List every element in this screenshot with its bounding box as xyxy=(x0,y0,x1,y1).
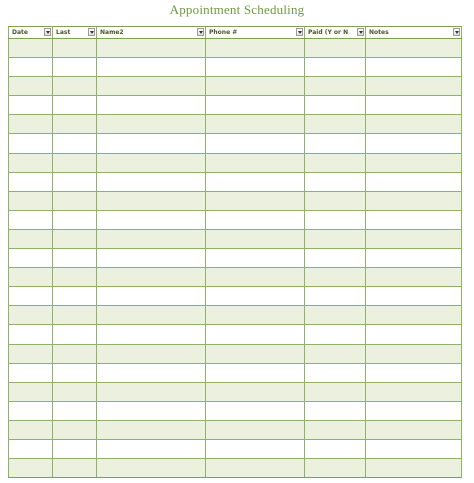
filter-dropdown-icon[interactable] xyxy=(357,28,364,36)
table-row xyxy=(9,420,462,439)
column-header-label: Last xyxy=(56,29,71,36)
table-row xyxy=(9,325,462,344)
table-row xyxy=(9,401,462,420)
table-cell[interactable] xyxy=(206,420,305,439)
table-row xyxy=(9,153,462,172)
table-cell[interactable] xyxy=(9,344,53,363)
table-cell[interactable] xyxy=(9,459,53,478)
column-header-label: Name2 xyxy=(100,29,124,36)
table-row xyxy=(9,459,462,478)
table-cell[interactable] xyxy=(305,96,366,115)
table-cell[interactable] xyxy=(9,268,53,287)
table-cell[interactable] xyxy=(9,191,53,210)
table-row xyxy=(9,287,462,306)
column-header-last xyxy=(53,27,97,39)
appointment-table xyxy=(8,26,462,478)
table-cell[interactable] xyxy=(305,210,366,229)
table-cell[interactable] xyxy=(366,344,462,363)
table-cell[interactable] xyxy=(9,229,53,248)
table-row xyxy=(9,382,462,401)
table-cell[interactable] xyxy=(9,96,53,115)
table-cell[interactable] xyxy=(206,401,305,420)
table-cell[interactable] xyxy=(9,39,53,58)
table-cell[interactable] xyxy=(97,153,206,172)
table-cell[interactable] xyxy=(9,134,53,153)
table-cell[interactable] xyxy=(206,58,305,77)
table-cell[interactable] xyxy=(9,439,53,458)
table-cell[interactable] xyxy=(366,172,462,191)
table-cell[interactable] xyxy=(206,344,305,363)
table-cell[interactable] xyxy=(97,382,206,401)
table-cell[interactable] xyxy=(206,459,305,478)
table-cell[interactable] xyxy=(53,401,97,420)
column-header-paid xyxy=(305,27,366,39)
table-cell[interactable] xyxy=(206,363,305,382)
table-cell[interactable] xyxy=(366,420,462,439)
table-cell[interactable] xyxy=(366,363,462,382)
table-cell[interactable] xyxy=(9,77,53,96)
table-cell[interactable] xyxy=(305,39,366,58)
table-cell[interactable] xyxy=(366,401,462,420)
table-cell[interactable] xyxy=(97,363,206,382)
table-row xyxy=(9,172,462,191)
table-cell[interactable] xyxy=(9,420,53,439)
column-header-label: Paid (Y or N xyxy=(308,29,349,36)
table-cell[interactable] xyxy=(97,439,206,458)
table-cell[interactable] xyxy=(53,77,97,96)
table-cell[interactable] xyxy=(97,77,206,96)
table-cell[interactable] xyxy=(305,382,366,401)
table-cell[interactable] xyxy=(97,39,206,58)
table-cell[interactable] xyxy=(97,459,206,478)
table-cell[interactable] xyxy=(53,134,97,153)
table-cell[interactable] xyxy=(53,153,97,172)
table-cell[interactable] xyxy=(366,306,462,325)
table-row xyxy=(9,439,462,458)
table-cell[interactable] xyxy=(53,363,97,382)
table-cell[interactable] xyxy=(97,134,206,153)
table-cell[interactable] xyxy=(366,229,462,248)
table-cell[interactable] xyxy=(206,229,305,248)
table-cell[interactable] xyxy=(9,287,53,306)
table-cell[interactable] xyxy=(366,210,462,229)
table-row xyxy=(9,191,462,210)
table-row xyxy=(9,210,462,229)
table-cell[interactable] xyxy=(206,382,305,401)
column-header-notes xyxy=(366,27,462,39)
table-cell[interactable] xyxy=(53,172,97,191)
table-cell[interactable] xyxy=(97,306,206,325)
table-row xyxy=(9,306,462,325)
column-header-label: Date xyxy=(12,29,28,36)
table-row xyxy=(9,363,462,382)
table-row xyxy=(9,77,462,96)
table-row xyxy=(9,134,462,153)
table-cell[interactable] xyxy=(366,39,462,58)
table-row xyxy=(9,249,462,268)
table-cell[interactable] xyxy=(206,115,305,134)
table-cell[interactable] xyxy=(97,229,206,248)
table-row xyxy=(9,268,462,287)
table-cell[interactable] xyxy=(53,459,97,478)
table-cell[interactable] xyxy=(366,459,462,478)
table-cell[interactable] xyxy=(305,325,366,344)
table-cell[interactable] xyxy=(206,172,305,191)
table-cell[interactable] xyxy=(9,401,53,420)
table-cell[interactable] xyxy=(206,77,305,96)
table-cell[interactable] xyxy=(305,287,366,306)
table-cell[interactable] xyxy=(9,153,53,172)
table-cell[interactable] xyxy=(366,325,462,344)
table-cell[interactable] xyxy=(366,191,462,210)
table-cell[interactable] xyxy=(366,96,462,115)
table-cell[interactable] xyxy=(305,191,366,210)
table-cell[interactable] xyxy=(9,325,53,344)
table-body xyxy=(9,39,462,478)
table-cell[interactable] xyxy=(9,249,53,268)
table-cell[interactable] xyxy=(53,306,97,325)
table-cell[interactable] xyxy=(305,153,366,172)
table-cell[interactable] xyxy=(9,210,53,229)
table-cell[interactable] xyxy=(97,172,206,191)
filter-dropdown-icon[interactable] xyxy=(197,28,204,36)
table-cell[interactable] xyxy=(366,382,462,401)
table-cell[interactable] xyxy=(53,39,97,58)
table-cell[interactable] xyxy=(366,58,462,77)
table-cell[interactable] xyxy=(53,96,97,115)
table-cell[interactable] xyxy=(9,115,53,134)
table-cell[interactable] xyxy=(305,77,366,96)
table-cell[interactable] xyxy=(206,153,305,172)
table-cell[interactable] xyxy=(97,401,206,420)
table-cell[interactable] xyxy=(97,420,206,439)
table-cell[interactable] xyxy=(97,96,206,115)
table-cell[interactable] xyxy=(206,287,305,306)
table-cell[interactable] xyxy=(53,420,97,439)
table-cell[interactable] xyxy=(305,58,366,77)
table-cell[interactable] xyxy=(206,306,305,325)
table-cell[interactable] xyxy=(366,439,462,458)
table-row xyxy=(9,39,462,58)
column-header-label: Notes xyxy=(369,29,389,36)
table-cell[interactable] xyxy=(97,58,206,77)
table-cell[interactable] xyxy=(97,115,206,134)
table-cell[interactable] xyxy=(305,172,366,191)
table-cell[interactable] xyxy=(366,77,462,96)
table-cell[interactable] xyxy=(53,191,97,210)
table-cell[interactable] xyxy=(305,439,366,458)
table-cell[interactable] xyxy=(53,58,97,77)
column-header-phone xyxy=(206,27,305,39)
table-cell[interactable] xyxy=(305,420,366,439)
table-cell[interactable] xyxy=(53,268,97,287)
table-cell[interactable] xyxy=(206,325,305,344)
table-cell[interactable] xyxy=(305,249,366,268)
table-cell[interactable] xyxy=(366,153,462,172)
table-cell[interactable] xyxy=(53,249,97,268)
table-row xyxy=(9,58,462,77)
table-cell[interactable] xyxy=(9,306,53,325)
table-cell[interactable] xyxy=(97,344,206,363)
table-row xyxy=(9,344,462,363)
table-cell[interactable] xyxy=(206,96,305,115)
table-cell[interactable] xyxy=(53,115,97,134)
filter-dropdown-icon[interactable] xyxy=(88,28,95,36)
table-cell[interactable] xyxy=(53,382,97,401)
table-cell[interactable] xyxy=(97,287,206,306)
table-cell[interactable] xyxy=(53,229,97,248)
table-cell[interactable] xyxy=(206,439,305,458)
table-cell[interactable] xyxy=(206,210,305,229)
table-cell[interactable] xyxy=(9,58,53,77)
table-cell[interactable] xyxy=(305,306,366,325)
table-cell[interactable] xyxy=(366,115,462,134)
filter-dropdown-icon[interactable] xyxy=(453,28,460,36)
table-cell[interactable] xyxy=(206,191,305,210)
filter-dropdown-icon[interactable] xyxy=(296,28,303,36)
table-cell[interactable] xyxy=(97,191,206,210)
table-cell[interactable] xyxy=(305,229,366,248)
table-cell[interactable] xyxy=(9,363,53,382)
table-cell[interactable] xyxy=(97,249,206,268)
table-cell[interactable] xyxy=(53,439,97,458)
column-header-name xyxy=(97,27,206,39)
table-cell[interactable] xyxy=(206,39,305,58)
table-cell[interactable] xyxy=(9,172,53,191)
column-header-label: Phone # xyxy=(209,29,238,36)
table-row xyxy=(9,96,462,115)
table-cell[interactable] xyxy=(206,249,305,268)
table-cell[interactable] xyxy=(53,344,97,363)
table-cell[interactable] xyxy=(53,210,97,229)
table-row xyxy=(9,115,462,134)
table-cell[interactable] xyxy=(305,459,366,478)
table-cell[interactable] xyxy=(305,401,366,420)
sheet-title: Appointment Scheduling xyxy=(169,2,305,17)
table-row xyxy=(9,229,462,248)
column-header-date xyxy=(9,27,53,39)
table-cell[interactable] xyxy=(9,382,53,401)
table-cell[interactable] xyxy=(366,287,462,306)
table-cell[interactable] xyxy=(305,363,366,382)
table-cell[interactable] xyxy=(305,268,366,287)
table-cell[interactable] xyxy=(206,134,305,153)
table-cell[interactable] xyxy=(366,268,462,287)
table-cell[interactable] xyxy=(305,344,366,363)
table-cell[interactable] xyxy=(97,325,206,344)
filter-dropdown-icon[interactable] xyxy=(44,28,51,36)
table-cell[interactable] xyxy=(305,134,366,153)
table-cell[interactable] xyxy=(97,268,206,287)
table-cell[interactable] xyxy=(97,210,206,229)
table-cell[interactable] xyxy=(366,249,462,268)
table-cell[interactable] xyxy=(366,134,462,153)
table-cell[interactable] xyxy=(53,325,97,344)
table-cell[interactable] xyxy=(53,287,97,306)
header-row xyxy=(9,27,462,39)
table-cell[interactable] xyxy=(305,115,366,134)
table-cell[interactable] xyxy=(206,268,305,287)
